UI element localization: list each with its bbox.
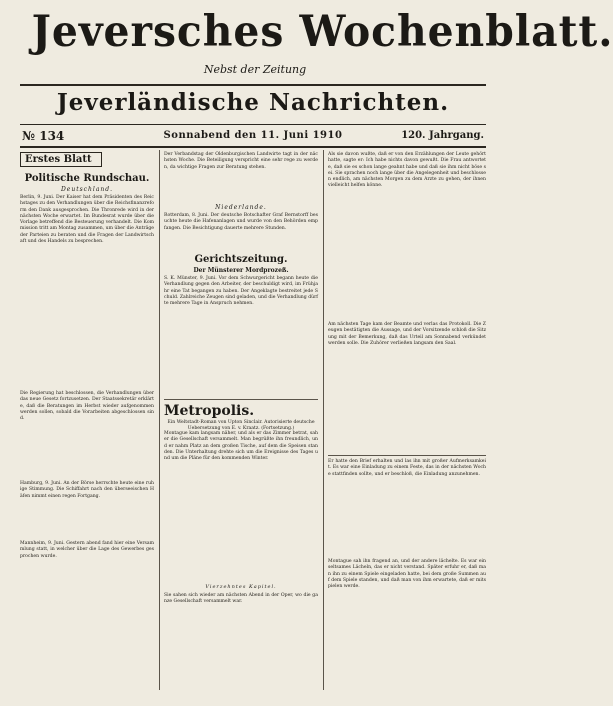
article-text: Die Regierung hat beschlossen, die Verhandlungen über das neue Gesetz fortzusetzen. Der Staatssekretär erklärte, daß die Beratungen im Herbst wieder aufgenommen werden sollen, sobald die Vorarbeiten abgeschlossen sind.: [20, 391, 154, 422]
issue-date: Sonnabend den 11. Juni 1910: [163, 130, 343, 141]
column-1: [20, 152, 154, 601]
sub-head-deutschland: Deutschland.: [60, 186, 114, 193]
article-text: S. K. Münster, 9. Juni. Vor dem Schwurgericht begann heute die Verhandlung gegen den Arbeiter, der beschuldigt wird, im Frühjahr eine Tat begangen zu haben. Der Angeklagte bestreitet jede Schuld. Zahlreiche Zeugen sind geladen, und die Verhandlung dürfte mehrere Tage in Anspruch nehmen.: [164, 276, 318, 307]
article-text: Er hatte den Brief erhalten und las ihn mit großer Aufmerksamkeit. Es war eine Einladung zu einem Feste, das in der nächsten Woche stattfinden sollte, und er beschloß, die Einladung anzunehmen.: [328, 459, 486, 477]
article-text: Berlin, 9. Juni. Der Kaiser hat dem Präsidenten des Reichstages zu den Verhandlungen über die Reichsfinanzreform den Dank ausgesprochen. Die Thronrede wird in der nächsten Woche erwartet. Im Bundesrat wurde über die Vorlage betreffend die Besteuerung verhandelt. Die Kommission tritt am Montag zusammen, um über die Anträge der Parteien zu beraten und die Fragen der Landwirtschaft und des Handels zu besprechen.: [20, 195, 154, 245]
article-text: Hamburg, 9. Juni. An der Börse herrschte heute eine ruhige Stimmung. Die Schiffahrt nach den überseeischen Häfen nimmt einen regen Fortgang.: [20, 481, 154, 499]
article-text: Mannheim, 9. Juni. Gestern abend fand hier eine Versammlung statt, in welcher über die Lage des Gewerbes gesprochen wurde.: [20, 541, 154, 559]
masthead-rule: [20, 84, 486, 86]
feuilleton-title: Metropolis.: [164, 403, 255, 419]
column-divider-2: [323, 150, 324, 690]
article-text: Montague kam langsam näher, und als er das Zimmer betrat, sah er die Gesellschaft versammelt. Man begrüßte ihn freundlich, und er nahm Platz an dem großen Tische, auf dem die Speisen standen. Die Unterhaltung drehte sich um die Ereignisse des Tages und um die Pläne für den kommenden Winter.: [164, 431, 318, 462]
feuilleton-subtitle: Ein Weltstadt-Roman von Upton Sinclair. Autorisierte deutsche Uebersetzung von E. v. Kraatz. (Fortsetzung.): [167, 420, 315, 431]
column-3-divider: [328, 455, 486, 456]
section-box-erstes-blatt: Erstes Blatt: [20, 152, 102, 167]
dateline: [20, 128, 486, 144]
dateline-rule-bottom: [20, 146, 486, 148]
section-head-politische-rundschau: Politische Rundschau.: [24, 173, 150, 184]
issue-number: № 134: [22, 129, 65, 143]
masthead-right-info: [330, 60, 490, 82]
masthead-left-info: [24, 60, 184, 82]
masthead-title: Jeversches Wochenblatt.: [31, 7, 613, 57]
article-text: Rotterdam, 8. Juni. Der deutsche Botschafter Graf Bernstorff besuchte heute die Hafenanlagen und wurde von den Behörden empfangen. Die Besichtigung dauerte mehrere Stunden.: [164, 213, 318, 231]
sub-head-niederlande: Niederlande.: [215, 204, 267, 211]
sub-head-mordprozess: Der Münsterer Mordprozeß.: [193, 267, 289, 274]
feuilleton-divider: [164, 399, 318, 400]
column-divider-1: [159, 150, 160, 690]
article-text: Als sie davon wußte, daß er von den Erzählungen der Leute gehört hatte, sagte er: Ich habe nichts davon gewußt. Die Frau antwortete, daß sie es schon lange geahnt habe und daß sie ihm nicht böse sei. Sie sprachen noch lange über die Angelegenheit und beschlossen endlich, am nächsten Morgen zu dem Arzte zu gehen, der ihnen vielleicht helfen könne.: [328, 152, 486, 189]
section-head-gerichtszeitung: Gerichtszeitung.: [194, 254, 288, 265]
article-text: Sie sahen sich wieder am nächsten Abend in der Oper, wo die ganze Gesellschaft versammelt war.: [164, 593, 318, 605]
issue-year: 120. Jahrgang.: [401, 130, 484, 141]
column-3: [328, 152, 486, 679]
dateline-rule-top: [20, 124, 486, 125]
column-2: [164, 152, 318, 633]
chapter-heading: Vierzehntes Kapitel.: [205, 584, 277, 591]
article-text: Am nächsten Tage kam der Beamte und verlas das Protokoll. Die Zeugen bestätigten die Aussage, und der Vorsitzende schloß die Sitzung mit der Bemerkung, daß das Urteil am Sonnabend verkündet werden solle. Die Zuhörer verließen langsam den Saal.: [328, 322, 486, 346]
article-text: Montague sah ihn fragend an, und der andere lächelte. Es war ein seltsames Lächeln, das er nicht verstand. Später erfuhr er, daß man ihn zu einem Spiele eingeladen hatte, bei dem große Summen auf dem Spiele standen, und daß man von ihm erwartete, daß er mitspielen werde.: [328, 559, 486, 590]
masthead-subtitle: Jeverländische Nachrichten.: [56, 89, 450, 116]
article-text: Der Verbandstag der Oldenburgischen Landwirte tagt in der nächsten Woche. Die Beteiligung verspricht eine sehr rege zu werden, da wichtige Fragen zur Beratung stehen.: [164, 152, 318, 170]
masthead-nebst: Nebst der Zeitung: [203, 63, 307, 76]
